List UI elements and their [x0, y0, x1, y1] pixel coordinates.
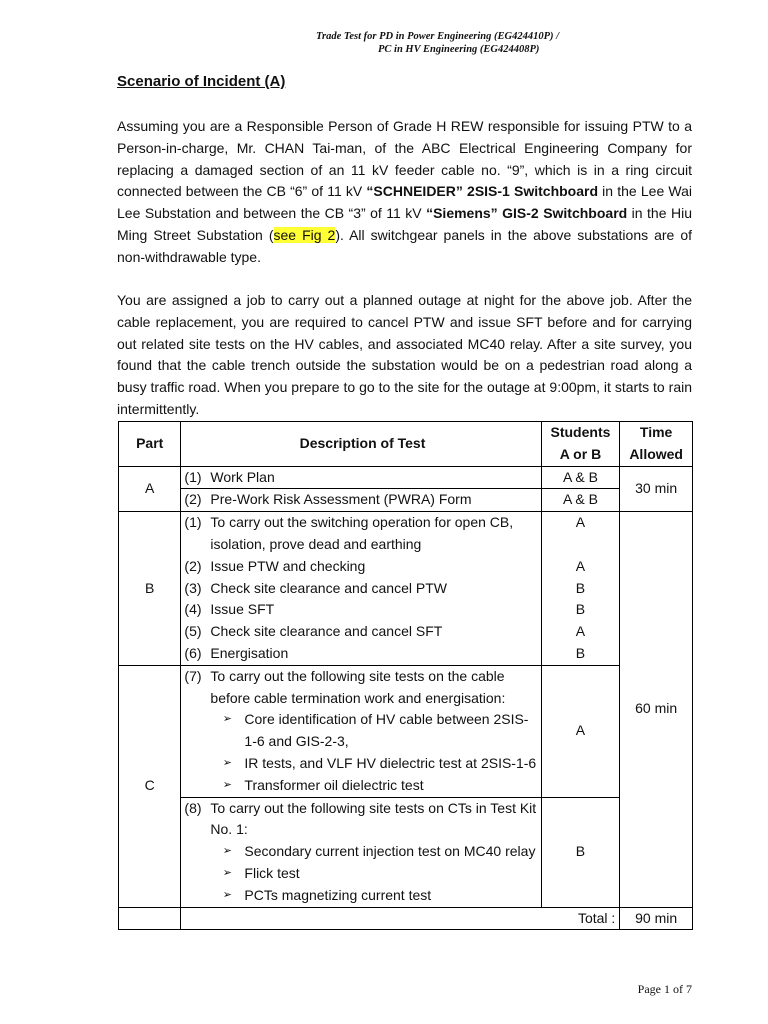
- item-number: (2): [184, 491, 202, 508]
- item-continuation: isolation, prove dead and earthing: [210, 535, 422, 552]
- arrow-bullet-icon: ➢: [222, 756, 233, 769]
- header-students-line1: Students: [550, 424, 611, 440]
- item-text: Energisation: [210, 644, 289, 661]
- item-number: (7): [184, 667, 202, 684]
- bullet-text: Secondary current injection test on MC40 relay: [244, 843, 536, 860]
- student-value: A: [575, 514, 586, 531]
- table-header-row: [119, 422, 693, 467]
- row-c8-students: B: [541, 797, 620, 907]
- header-line-2: PC in HV Engineering (EG424408P): [378, 44, 540, 55]
- part-b-cell: B: [119, 512, 181, 666]
- header-time-line1: Time: [639, 424, 673, 440]
- student-value: B: [575, 601, 586, 618]
- item-text: Pre-Work Risk Assessment (PWRA) Form: [210, 491, 472, 508]
- item-number: (8): [184, 799, 202, 816]
- item-text: To carry out the switching operation for open CB,: [210, 514, 514, 531]
- bullet-text: PCTs magnetizing current test: [244, 886, 432, 903]
- header-description: Description of Test: [181, 422, 541, 467]
- scenario-paragraph-2: You are assigned a job to carry out a planned outage at night for the above job. After the cable replacement, you are required to cancel PTW and issue SFT before and for carrying out related site tests on the HV cables, and associated MC40 relay. After a site survey, you found that the cable trench outside the substation would be on a pedestrian road along a busy traffic road. When you prepare to go to the site for the outage at 9:00pm, it starts to rain intermittently.: [117, 292, 692, 417]
- part-a-cell: A: [119, 466, 181, 512]
- table-row: [119, 797, 693, 907]
- p1-text-4: ). All switchgear panels in the above substations are of non-withdrawable type.: [117, 226, 693, 265]
- scenario-paragraph-1: [117, 116, 692, 269]
- fig-reference-highlight: see Fig 2: [273, 226, 336, 243]
- header-time: [620, 422, 693, 467]
- item-continuation: before cable termination work and energisation:: [210, 689, 506, 706]
- bullet-text: Core identification of HV cable between 2SIS-: [244, 711, 529, 728]
- row-c8-desc: [181, 797, 541, 907]
- table-row: [119, 489, 693, 512]
- total-value: 90 min: [620, 907, 693, 930]
- item-text: Check site clearance and cancel PTW: [210, 579, 447, 596]
- p1-text-1: Assuming you are a Responsible Person of Grade H REW responsible for issuing PTW to a Person-in-charge, Mr. CHAN Tai-man, of the ABC Electrical Engineering Company for replacing a damaged section of an 11 kV feeder cable no. “9”, which is in a ring circuit connected between the CB “6” of 11 kV: [117, 118, 692, 200]
- item-number: (5): [184, 623, 202, 640]
- table-row: [119, 512, 693, 666]
- item-text: Check site clearance and cancel SFT: [210, 623, 443, 640]
- part-b-desc: [181, 512, 541, 666]
- item-number: (1): [184, 514, 202, 531]
- page-number: Page 1 of 7: [637, 982, 692, 996]
- table-row: [119, 665, 693, 797]
- item-text: To carry out the following site tests on CTs in Test Kit: [210, 799, 537, 816]
- row-a1-students: A & B: [541, 466, 620, 489]
- student-value: B: [575, 579, 586, 596]
- document-header: [316, 30, 656, 56]
- bullet-text: IR tests, and VLF HV dielectric test at 2SIS-1-6: [244, 754, 537, 771]
- arrow-bullet-icon: ➢: [222, 866, 233, 879]
- header-students: [541, 422, 620, 467]
- item-text: To carry out the following site tests on the cable: [210, 667, 505, 684]
- row-a2-desc: [181, 489, 541, 512]
- total-label: Total :: [181, 907, 620, 930]
- bullet-continuation: 1-6 and GIS-2-3,: [244, 733, 349, 750]
- bullet-text: Transformer oil dielectric test: [244, 776, 424, 793]
- item-number: (3): [184, 579, 202, 596]
- student-value: A: [575, 557, 586, 574]
- item-continuation: No. 1:: [210, 821, 248, 838]
- header-part: Part: [119, 422, 181, 467]
- item-number: (4): [184, 601, 202, 618]
- row-a1-desc: [181, 466, 541, 489]
- page-title: Scenario of Incident (A): [117, 73, 286, 90]
- arrow-bullet-icon: ➢: [222, 888, 233, 901]
- bullet-text: Flick test: [244, 864, 300, 881]
- total-empty-cell: [119, 907, 181, 930]
- part-b-students: [541, 512, 620, 666]
- row-c7-students: A: [541, 665, 620, 797]
- item-number: (6): [184, 644, 202, 661]
- test-table: [118, 421, 693, 930]
- table-row: [119, 466, 693, 489]
- arrow-bullet-icon: ➢: [222, 845, 233, 858]
- header-students-line2: A or B: [559, 445, 602, 462]
- header-line-1: Trade Test for PD in Power Engineering (EG424410P) /: [316, 31, 560, 42]
- p1-bold-siemens: “Siemens” GIS-2 Switchboard: [426, 205, 628, 222]
- time-a-cell: 30 min: [620, 466, 693, 512]
- p1-text-3: in the Hiu Ming Street Substation (: [117, 205, 692, 243]
- header-time-line2: Allowed: [629, 445, 683, 462]
- time-bc-cell: 60 min: [620, 512, 693, 907]
- item-text: Work Plan: [210, 468, 275, 485]
- item-text: Issue PTW and checking: [210, 557, 366, 574]
- item-text: Issue SFT: [210, 601, 275, 618]
- table-total-row: [119, 907, 693, 930]
- student-value: A: [575, 623, 586, 640]
- p1-bold-schneider: “SCHNEIDER” 2SIS-1 Switchboard: [366, 183, 599, 200]
- part-c-cell: C: [119, 665, 181, 907]
- p1-text-2: in the Lee Wai Lee Substation and between the CB “3” of 11 kV: [117, 183, 692, 222]
- student-value: B: [575, 644, 586, 661]
- item-number: (2): [184, 557, 202, 574]
- arrow-bullet-icon: ➢: [222, 778, 233, 791]
- row-a2-students: A & B: [541, 489, 620, 512]
- arrow-bullet-icon: ➢: [222, 713, 233, 726]
- item-number: (1): [184, 468, 202, 485]
- row-c7-desc: [181, 665, 541, 797]
